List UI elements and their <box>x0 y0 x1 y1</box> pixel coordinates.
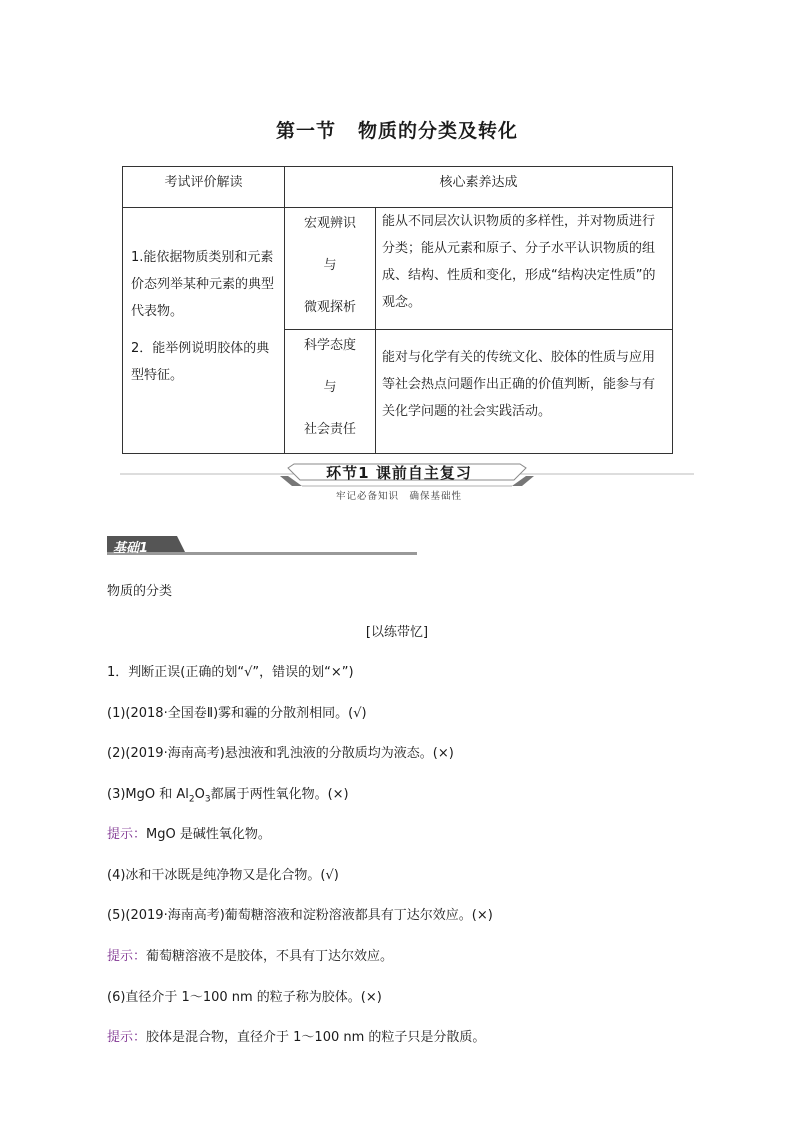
hint-label: 提示： <box>107 827 147 842</box>
question-intro: 1．判断正误(正确的划“√”，错误的划“×”) <box>107 665 354 680</box>
section-heading: 物质的分类 <box>107 584 173 599</box>
practice-label: [以练带忆] <box>365 625 429 640</box>
hint-line: 提示：胶体是混合物，直径介于 1～100 nm 的粒子只是分散质。 <box>107 1030 486 1045</box>
evaluation-item: 1.能依据物质类别和元素价态列举某种元素的典型代表物。 <box>131 250 275 319</box>
literacy-description: 能对与化学有关的传统文化、胶体的性质与应用等社会热点问题作出正确的价值判断，能参与有关化学问题的社会实践活动。 <box>376 330 673 454</box>
evaluation-item: 2．能举例说明胶体的典型特征。 <box>131 341 270 383</box>
banner-subtitle: 牢记必备知识 确保基础性 <box>335 491 462 502</box>
hint-label: 提示： <box>107 949 147 964</box>
hint-label: 提示： <box>107 1030 147 1045</box>
question-item: (2)(2019·海南高考)悬浊液和乳浊液的分散质均为液态。(×) <box>107 746 454 761</box>
literacy-label: 科学态度 与 社会责任 <box>285 330 376 454</box>
literacy-label: 宏观辨识 与 微观探析 <box>285 208 376 330</box>
section-number: 第一节 <box>275 120 336 142</box>
question-item: (5)(2019·海南高考)葡萄糖溶液和淀粉溶液都具有丁达尔效应。(×) <box>107 908 493 923</box>
question-item: (6)直径介于 1～100 nm 的粒子称为胶体。(×) <box>107 990 382 1005</box>
page-title <box>0 116 794 143</box>
objectives-table <box>122 166 673 454</box>
evaluation-cell <box>123 208 285 454</box>
question-item: (3)MgO 和 $Al_2O_3$都属于两性氧化物。(×) <box>107 787 349 805</box>
tag-label: 基础1 <box>113 541 149 556</box>
hint-line: 提示：葡萄糖溶液不是胶体，不具有丁达尔效应。 <box>107 949 394 964</box>
question-item: (4)冰和干冰既是纯净物又是化合物。(√) <box>107 868 339 883</box>
question-item: (1)(2018·全国卷Ⅱ)雾和霾的分散剂相同。(√) <box>107 706 367 721</box>
tag-underline <box>107 552 417 555</box>
literacy-description: 能从不同层次认识物质的多样性，并对物质进行分类；能从元素和原子、分子水平认识物质的组成、结构、性质和变化，形成“结构决定性质”的观念。 <box>376 208 673 330</box>
banner-title: 环节1 课前自主复习 <box>326 464 472 482</box>
hint-line: 提示：MgO 是碱性氧化物。 <box>107 827 271 842</box>
section-name: 物质的分类及转化 <box>358 120 519 142</box>
header-evaluation: 考试评价解读 <box>123 167 285 208</box>
header-literacy: 核心素养达成 <box>285 167 673 208</box>
section-tag <box>107 536 417 558</box>
